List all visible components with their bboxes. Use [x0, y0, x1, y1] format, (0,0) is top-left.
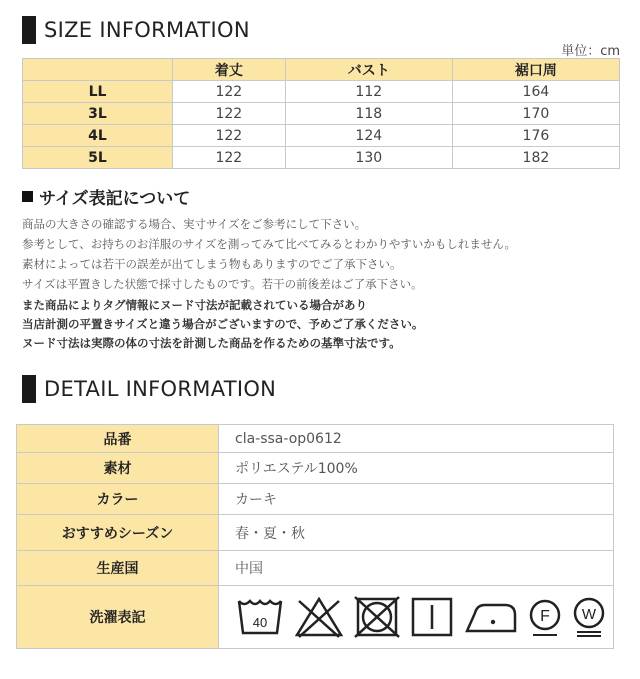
note-line: 素材によっては若干の誤差が出てしまう物もありますのでご了承下さい。	[22, 257, 402, 271]
size-value: 164	[452, 81, 619, 103]
table-row	[17, 515, 614, 551]
size-value: 122	[173, 125, 286, 147]
detail-section-heading	[22, 375, 276, 403]
size-section-heading	[22, 16, 250, 44]
size-value: 124	[285, 125, 452, 147]
size-label: 5L	[23, 147, 173, 169]
table-row	[17, 425, 614, 453]
detail-section-title: DETAIL INFORMATION	[44, 377, 277, 401]
heading-bar	[22, 16, 36, 44]
unit-label: 単位：cm	[561, 44, 620, 59]
heading-bar	[22, 375, 36, 403]
no-bleach-icon	[293, 595, 345, 639]
dry-clean-f-icon	[527, 595, 563, 639]
table-row	[23, 103, 620, 125]
size-value: 118	[285, 103, 452, 125]
size-value: 122	[173, 147, 286, 169]
size-notes	[22, 214, 622, 294]
svg-text:40: 40	[252, 615, 268, 630]
detail-value: ポリエステル100%	[219, 453, 614, 484]
detail-value: cla-ssa-op0612	[219, 425, 614, 453]
table-row	[17, 484, 614, 515]
wet-clean-w-icon	[571, 595, 607, 639]
size-value: 112	[285, 81, 452, 103]
detail-table	[16, 424, 614, 649]
care-icons	[235, 595, 613, 639]
size-value: 122	[173, 81, 286, 103]
size-label: LL	[23, 81, 173, 103]
detail-label: 品番	[17, 425, 219, 453]
note-bold-line: ヌード寸法は実際の体の寸法を計測した商品を作るための基準寸法です。	[22, 336, 401, 350]
detail-label: 素材	[17, 453, 219, 484]
wash-40-icon	[235, 595, 285, 639]
table-row	[17, 586, 614, 649]
size-table-corner	[23, 59, 173, 81]
size-table-header-row	[23, 59, 620, 81]
size-header-bust: バスト	[285, 59, 452, 81]
size-section-title: SIZE INFORMATION	[44, 18, 250, 42]
svg-text:F: F	[540, 608, 550, 625]
detail-value: 中国	[219, 551, 614, 586]
detail-value: カーキ	[219, 484, 614, 515]
detail-label: 洗濯表記	[17, 586, 219, 649]
detail-label: おすすめシーズン	[17, 515, 219, 551]
size-label: 3L	[23, 103, 173, 125]
svg-text:W: W	[581, 606, 597, 623]
size-notes-heading	[22, 184, 190, 209]
table-row	[23, 81, 620, 103]
iron-low-icon	[463, 595, 519, 639]
table-row	[23, 125, 620, 147]
size-notes-title: サイズ表記について	[39, 189, 191, 209]
care-icons-cell	[219, 586, 614, 649]
detail-label: カラー	[17, 484, 219, 515]
size-header-length: 着丈	[173, 59, 286, 81]
size-value: 130	[285, 147, 452, 169]
size-value: 122	[173, 103, 286, 125]
detail-label: 生産国	[17, 551, 219, 586]
detail-value: 春・夏・秋	[219, 515, 614, 551]
size-header-hem: 裾口周	[452, 59, 619, 81]
table-row	[17, 453, 614, 484]
note-bold-line: 当店計測の平置きサイズと違う場合がございますので、予めご了承ください。	[22, 317, 424, 331]
table-row	[17, 551, 614, 586]
size-value: 182	[452, 147, 619, 169]
size-label: 4L	[23, 125, 173, 147]
size-notes-bold	[22, 296, 622, 353]
no-tumble-dry-icon	[353, 595, 401, 639]
note-bold-line: また商品によりタグ情報にヌード寸法が記載されている場合があり	[22, 298, 367, 312]
table-row	[23, 147, 620, 169]
note-line: サイズは平置きした状態で採寸したものです。若干の前後差はご了承下さい。	[22, 277, 423, 291]
size-value: 176	[452, 125, 619, 147]
size-value: 170	[452, 103, 619, 125]
note-line: 商品の大きさの確認する場合、実寸サイズをご参考にして下さい。	[22, 217, 367, 231]
line-dry-icon	[409, 595, 455, 639]
size-table	[22, 58, 620, 169]
note-line: 参考として、お持ちのお洋服のサイズを測ってみて比べてみるとわかりやすいかもしれません。	[22, 237, 517, 251]
square-bullet-icon	[22, 191, 33, 202]
